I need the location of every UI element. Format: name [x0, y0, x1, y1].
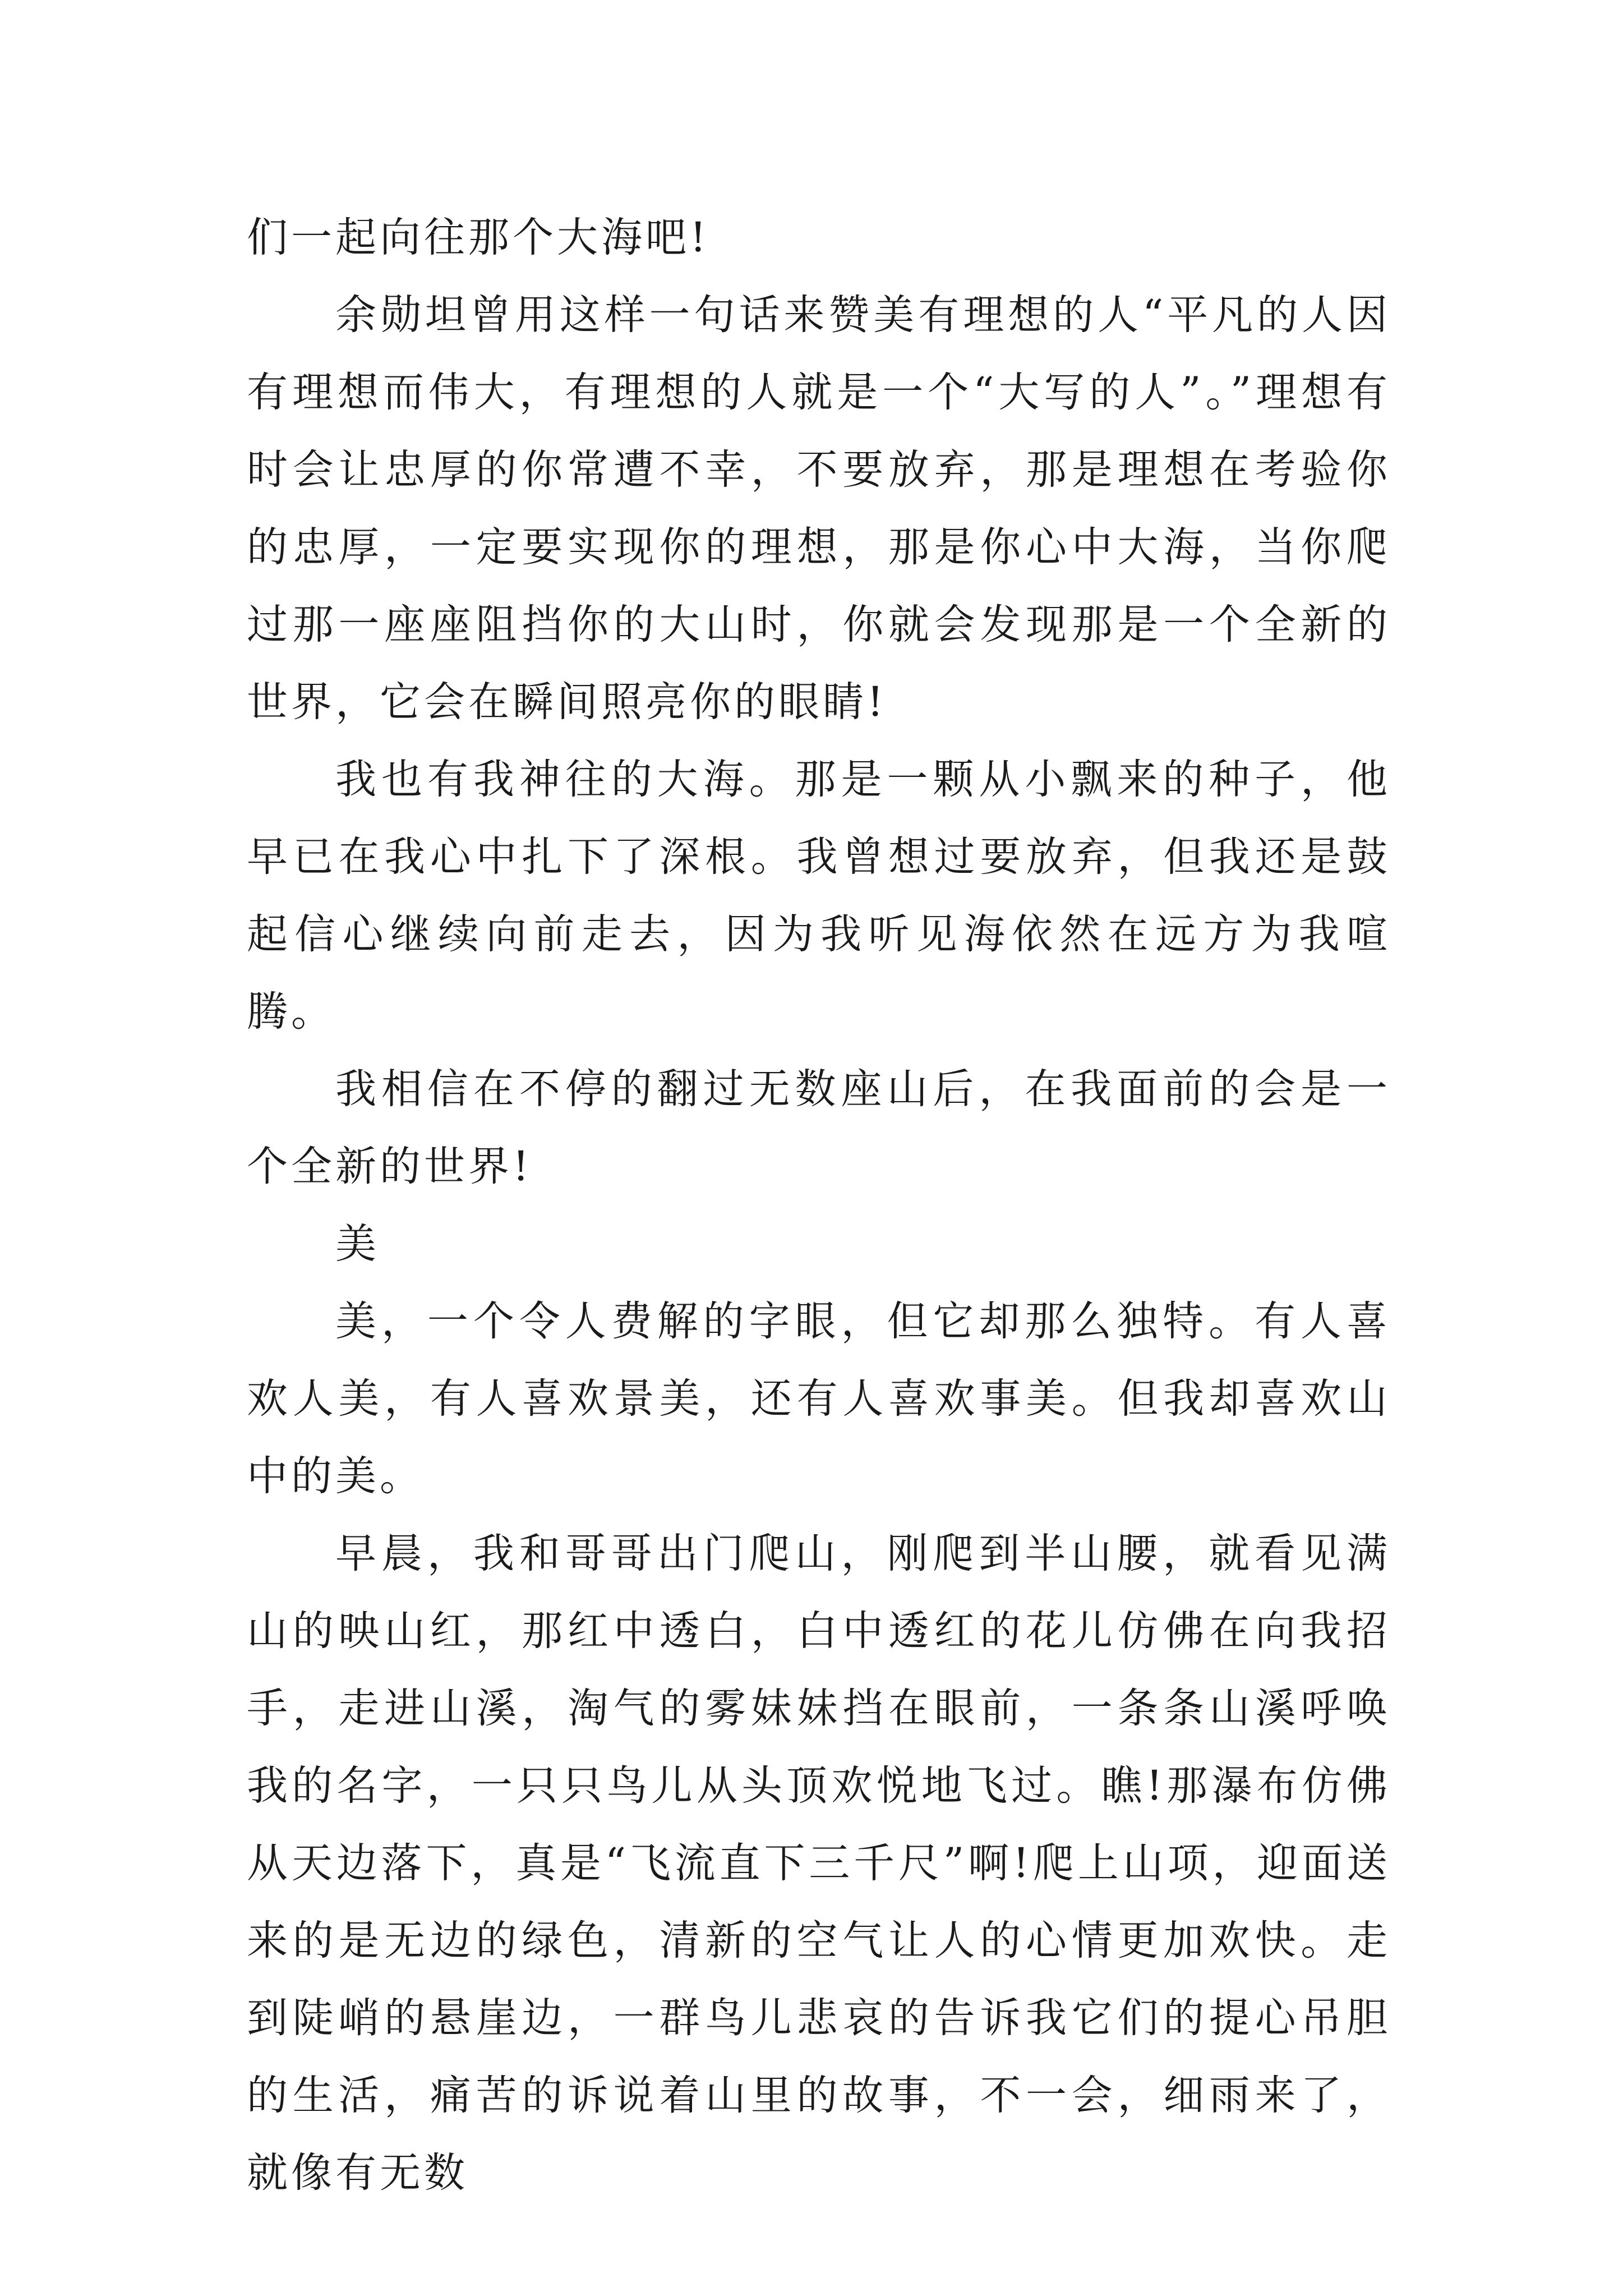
paragraph-ideal-quote: 余勋坦曾用这样一句话来赞美有理想的人“平凡的人因有理想而伟大，有理想的人就是一个“大写的人”。”理想有时会让忠厚的你常遭不幸，不要放弃，那是理想在考验你的忠厚，一定要实现你的理想，那是你心中大海，当你爬过那一座座阻挡你的大山时，你就会发现那是一个全新的世界，它会在瞬间照亮你的眼睛! — [247, 291, 1391, 726]
document-body — [247, 199, 1391, 2212]
paragraph-beauty-intro: 美，一个令人费解的字眼，但它却那么独特。有人喜欢人美，有人喜欢景美，还有人喜欢事美。但我却喜欢山中的美。 — [247, 1297, 1391, 1500]
paragraph-continuation: 们一起向往那个大海吧! — [247, 214, 710, 261]
paragraph-new-world: 我相信在不停的翻过无数座山后，在我面前的会是一个全新的世界! — [247, 1065, 1391, 1190]
essay-title: 美 — [335, 1220, 380, 1268]
paragraph-my-sea: 我也有我神往的大海。那是一颗从小飘来的种子，他早已在我心中扎下了深根。我曾想过要放弃，但我还是鼓起信心继续向前走去，因为我听见海依然在远方为我喧腾。 — [247, 756, 1391, 1036]
paragraph-mountain-morning: 早晨，我和哥哥出门爬山，刚爬到半山腰，就看见满山的映山红，那红中透白，白中透红的花儿仿佛在向我招手，走进山溪，淘气的雾妹妹挡在眼前，一条条山溪呼唤我的名字，一只只鸟儿从头顶欢悦地飞过。瞧!那瀑布仿佛从天边落下，真是“飞流直下三千尺”啊!爬上山项，迎面送来的是无边的绿色，清新的空气让人的心情更加欢快。走到陡峭的悬崖边，一群鸟儿悲哀的告诉我它们的提心吊胆的生活，痛苦的诉说着山里的故事，不一会，细雨来了，就像有无数 — [247, 1530, 1391, 2197]
